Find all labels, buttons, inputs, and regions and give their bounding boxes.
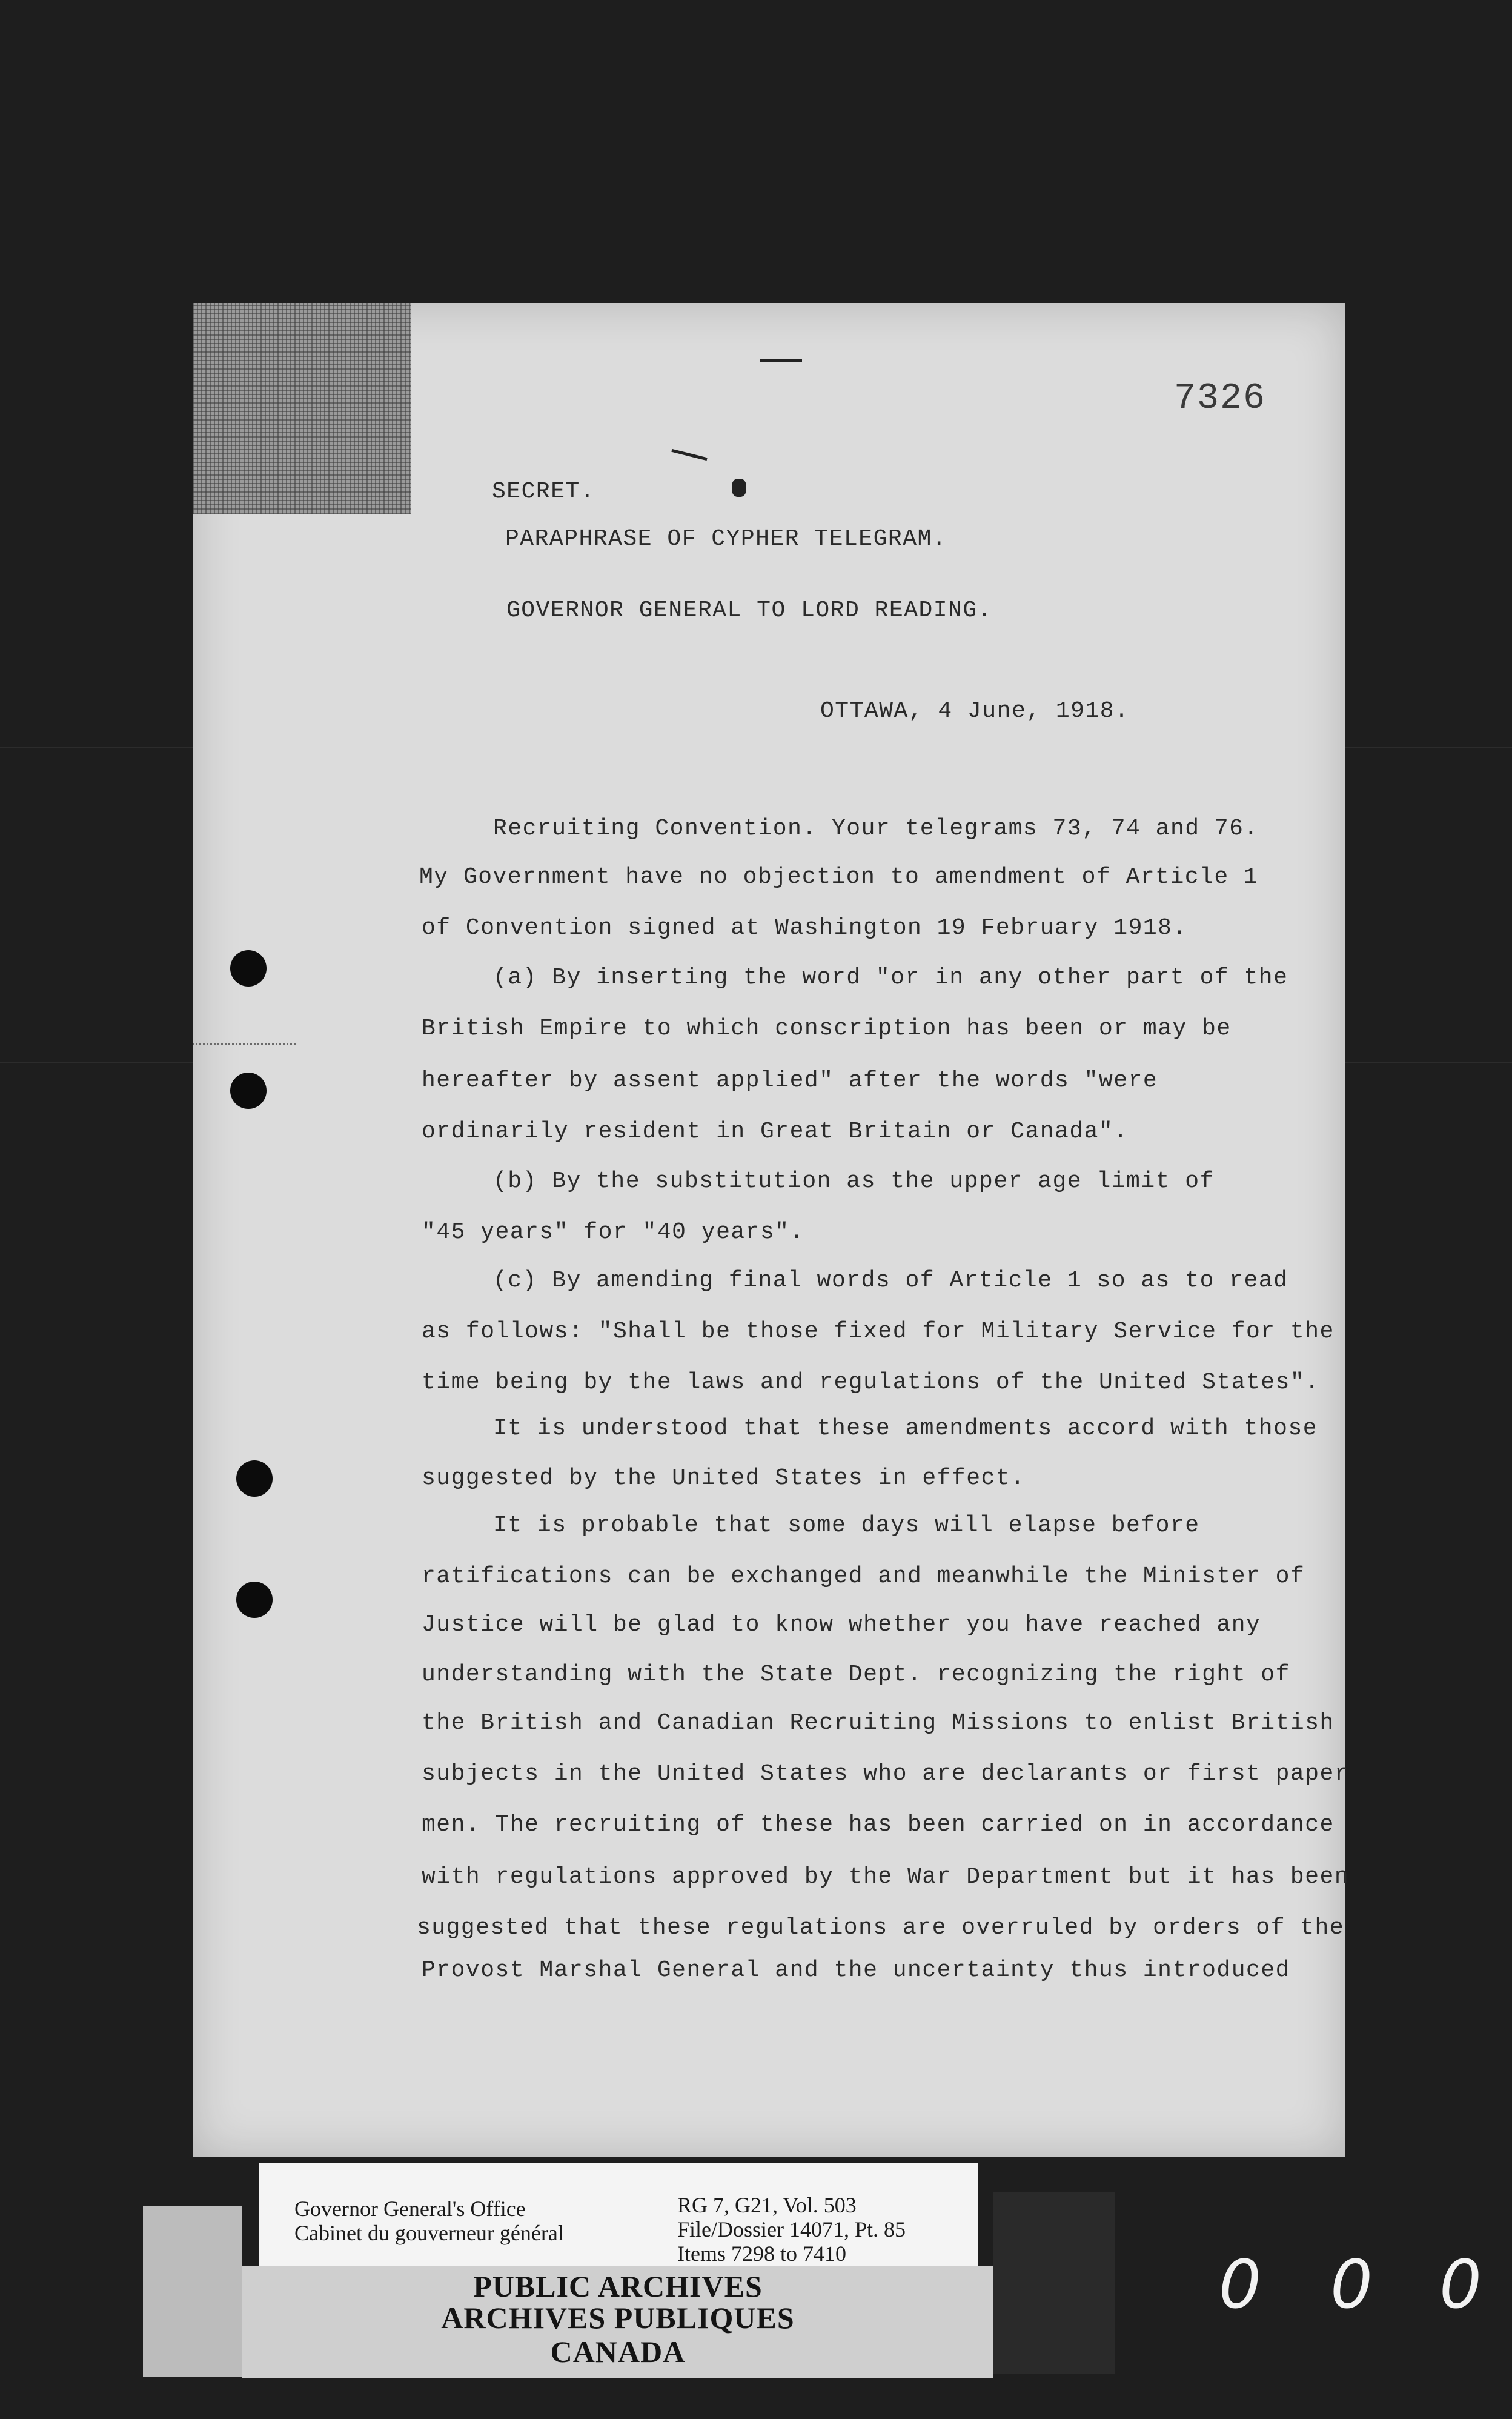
page-number: 7326 — [1174, 378, 1267, 419]
classification: SECRET. — [492, 479, 595, 505]
office-name-french: Cabinet du gouverneur général — [294, 2221, 564, 2245]
archive-reference-card — [259, 2163, 978, 2271]
stamp-line-canada: CANADA — [550, 2335, 686, 2369]
ink-mark — [671, 449, 707, 461]
ink-mark — [760, 359, 802, 362]
body-line: understanding with the State Dept. recognizing the right of — [422, 1662, 1290, 1688]
telegram-heading: PARAPHRASE OF CYPHER TELEGRAM. — [505, 526, 947, 552]
body-line: (b) By the substitution as the upper age limit of — [493, 1168, 1215, 1194]
record-group-reference: RG 7, G21, Vol. 503 — [677, 2193, 857, 2217]
body-line: Justice will be glad to know whether you have reached any — [422, 1612, 1261, 1638]
frame-counter-digit: 0 — [1439, 2246, 1482, 2323]
document-page — [193, 303, 1350, 2157]
body-line: ratifications can be exchanged and meanwhile the Minister of — [422, 1563, 1305, 1589]
body-line: It is understood that these amendments accord with those — [493, 1416, 1318, 1442]
body-line: It is probable that some days will elapse before — [493, 1512, 1200, 1539]
body-line: Recruiting Convention. Your telegrams 73, 74 and 76. — [493, 816, 1259, 842]
place-date: OTTAWA, 4 June, 1918. — [820, 698, 1130, 724]
body-line: the British and Canadian Recruiting Missions to enlist British — [422, 1710, 1335, 1736]
punch-hole — [230, 1073, 267, 1109]
body-line: as follows: "Shall be those fixed for Military Service for the — [422, 1319, 1335, 1345]
label-tab — [143, 2206, 242, 2377]
body-line: Provost Marshal General and the uncertainty thus introduced — [422, 1957, 1290, 1983]
punch-hole — [236, 1582, 273, 1618]
body-line: suggested by the United States in effect. — [422, 1465, 1026, 1491]
frame-counter-digit: 0 — [1330, 2246, 1373, 2323]
body-line: (a) By inserting the word "or in any other part of the — [493, 965, 1288, 991]
body-line: subjects in the United States who are declarants or first paper — [422, 1761, 1350, 1787]
stamp-line-archives-publiques: ARCHIVES PUBLIQUES — [441, 2301, 795, 2335]
body-line: men. The recruiting of these has been carried on in accordance — [422, 1812, 1335, 1838]
body-line: suggested that these regulations are overruled by orders of the — [417, 1915, 1345, 1941]
body-line: time being by the laws and regulations of the United States". — [422, 1369, 1320, 1396]
body-line: hereafter by assent applied" after the words "were — [422, 1068, 1158, 1094]
body-line: British Empire to which conscription has been or may be — [422, 1016, 1232, 1042]
body-line: "45 years" for "40 years". — [422, 1219, 804, 1245]
body-line: My Government have no objection to amendment of Article 1 — [419, 864, 1259, 890]
stamp-line-public-archives: PUBLIC ARCHIVES — [473, 2269, 763, 2303]
archives-stamp — [242, 2266, 993, 2378]
office-name-english: Governor General's Office — [294, 2197, 526, 2221]
items-range: Items 7298 to 7410 — [677, 2241, 846, 2266]
label-shadow-block — [993, 2192, 1115, 2374]
body-line: (c) By amending final words of Article 1 so as to read — [493, 1268, 1288, 1294]
fold-mark — [193, 1043, 296, 1045]
crosshatch-corner — [193, 303, 411, 514]
body-line: of Convention signed at Washington 19 February 1918. — [422, 915, 1187, 941]
sender-recipient: GOVERNOR GENERAL TO LORD READING. — [506, 597, 993, 624]
punch-hole — [230, 950, 267, 987]
file-reference: File/Dossier 14071, Pt. 85 — [677, 2217, 906, 2241]
ink-blot — [732, 479, 746, 497]
body-line: ordinarily resident in Great Britain or Canada". — [422, 1119, 1129, 1145]
body-line: with regulations approved by the War Department but it has been — [422, 1864, 1350, 1890]
punch-hole — [236, 1460, 273, 1497]
frame-counter-digit: 0 — [1219, 2246, 1261, 2323]
